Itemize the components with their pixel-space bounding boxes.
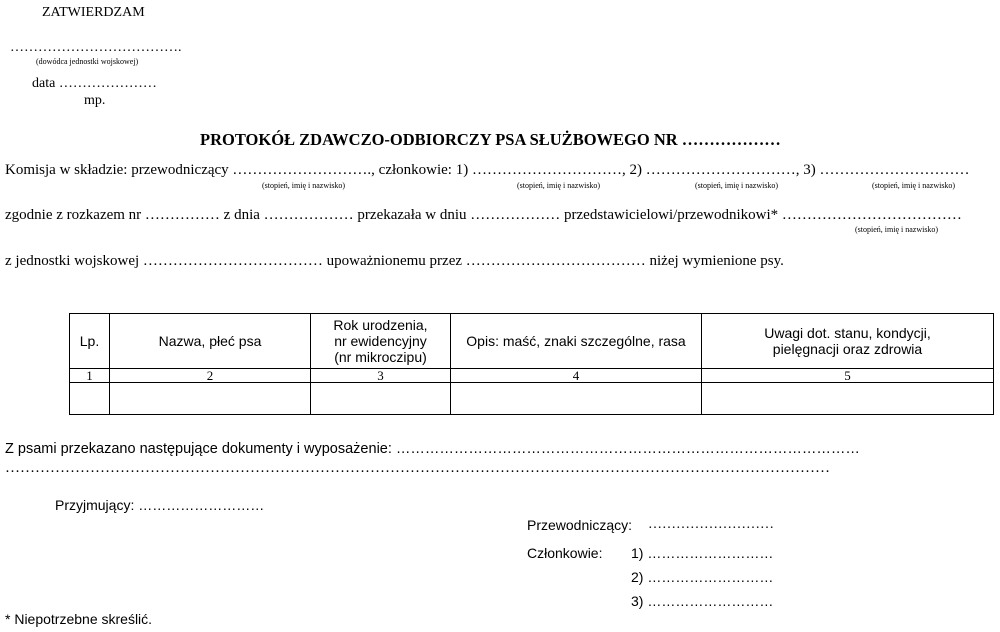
- header-remarks-line1: Uwagi dot. stanu, kondycji,: [764, 325, 931, 341]
- header-remarks: [702, 314, 994, 369]
- approval-heading: ZATWIERDZAM: [42, 5, 145, 20]
- table-cell-description[interactable]: [451, 383, 702, 415]
- order-line: zgodnie z rozkazem nr …………… z dnia ……………… przekazała w dniu ……………… przedstawicielowi/przewodnikowi* ………………………………: [5, 207, 962, 223]
- approval-stamp: mp.: [84, 93, 106, 108]
- chairman-hint: (stopień, imię i nazwisko): [262, 181, 346, 190]
- header-remarks-line2: pielęgnacji oraz zdrowia: [772, 341, 923, 357]
- dogs-table: [69, 313, 994, 415]
- table-cell-birth-year[interactable]: [311, 383, 451, 415]
- header-name-sex: Nazwa, płeć psa: [110, 314, 311, 369]
- documents-line: Z psami przekazano następujące dokumenty i wyposażenie: ……………………………………………………………………………………: [5, 441, 860, 457]
- member3-signature-line: 3) ………………………: [631, 593, 774, 609]
- column-number: 3: [311, 369, 451, 383]
- footnote: * Niepotrzebne skreślić.: [5, 611, 153, 627]
- representative-hint: (stopień, imię i nazwisko): [855, 225, 939, 234]
- column-number: 1: [70, 369, 110, 383]
- header-lp: Lp.: [70, 314, 110, 369]
- table-number-row: [70, 369, 994, 383]
- members-label: Członkowie:: [527, 545, 603, 561]
- header-birth-year-line3: (nr mikroczipu): [334, 349, 427, 365]
- approval-signature-hint: (dowódca jednostki wojskowej): [36, 57, 139, 66]
- approval-date-line: data …………………: [32, 76, 157, 91]
- column-number: 2: [110, 369, 311, 383]
- column-number: 5: [702, 369, 994, 383]
- document-title: PROTOKÓŁ ZDAWCZO-ODBIORCZY PSA SŁUŻBOWEGO NR ………………: [200, 130, 781, 149]
- header-birth-year-line1: Rok urodzenia,: [333, 317, 428, 333]
- member2-signature-line: 2) ………………………: [631, 569, 774, 585]
- header-birth-year: [311, 314, 451, 369]
- documents-line-continued: …………………………………………………………………………………………………………………………………………………: [5, 460, 830, 476]
- table-row: [70, 383, 994, 415]
- table-cell-remarks[interactable]: [702, 383, 994, 415]
- member3-hint: (stopień, imię i nazwisko): [872, 181, 956, 190]
- member1-hint: (stopień, imię i nazwisko): [517, 181, 601, 190]
- receiver-signature: Przyjmujący: ………………………: [55, 497, 265, 513]
- table-cell-name-sex[interactable]: [110, 383, 311, 415]
- commission-line: Komisja w składzie: przewodniczący ………………………., członkowie: 1) …………………………, 2) …………………………, 3) …………………………: [5, 162, 970, 178]
- header-birth-year-line2: nr ewidencyjny: [334, 333, 427, 349]
- chairman-label: Przewodniczący:: [527, 517, 633, 533]
- chairman-signature-line: ………………………: [648, 517, 774, 532]
- member1-signature-line: 1) ………………………: [631, 545, 774, 561]
- unit-line: z jednostki wojskowej ……………………………… upoważnionemu przez ……………………………… niżej wymienione psy.: [5, 253, 784, 269]
- approval-signature-line: ……………………………….: [10, 40, 182, 55]
- table-header-row: [70, 314, 994, 369]
- member2-hint: (stopień, imię i nazwisko): [695, 181, 779, 190]
- header-description: Opis: maść, znaki szczególne, rasa: [451, 314, 702, 369]
- column-number: 4: [451, 369, 702, 383]
- table-cell-lp[interactable]: [70, 383, 110, 415]
